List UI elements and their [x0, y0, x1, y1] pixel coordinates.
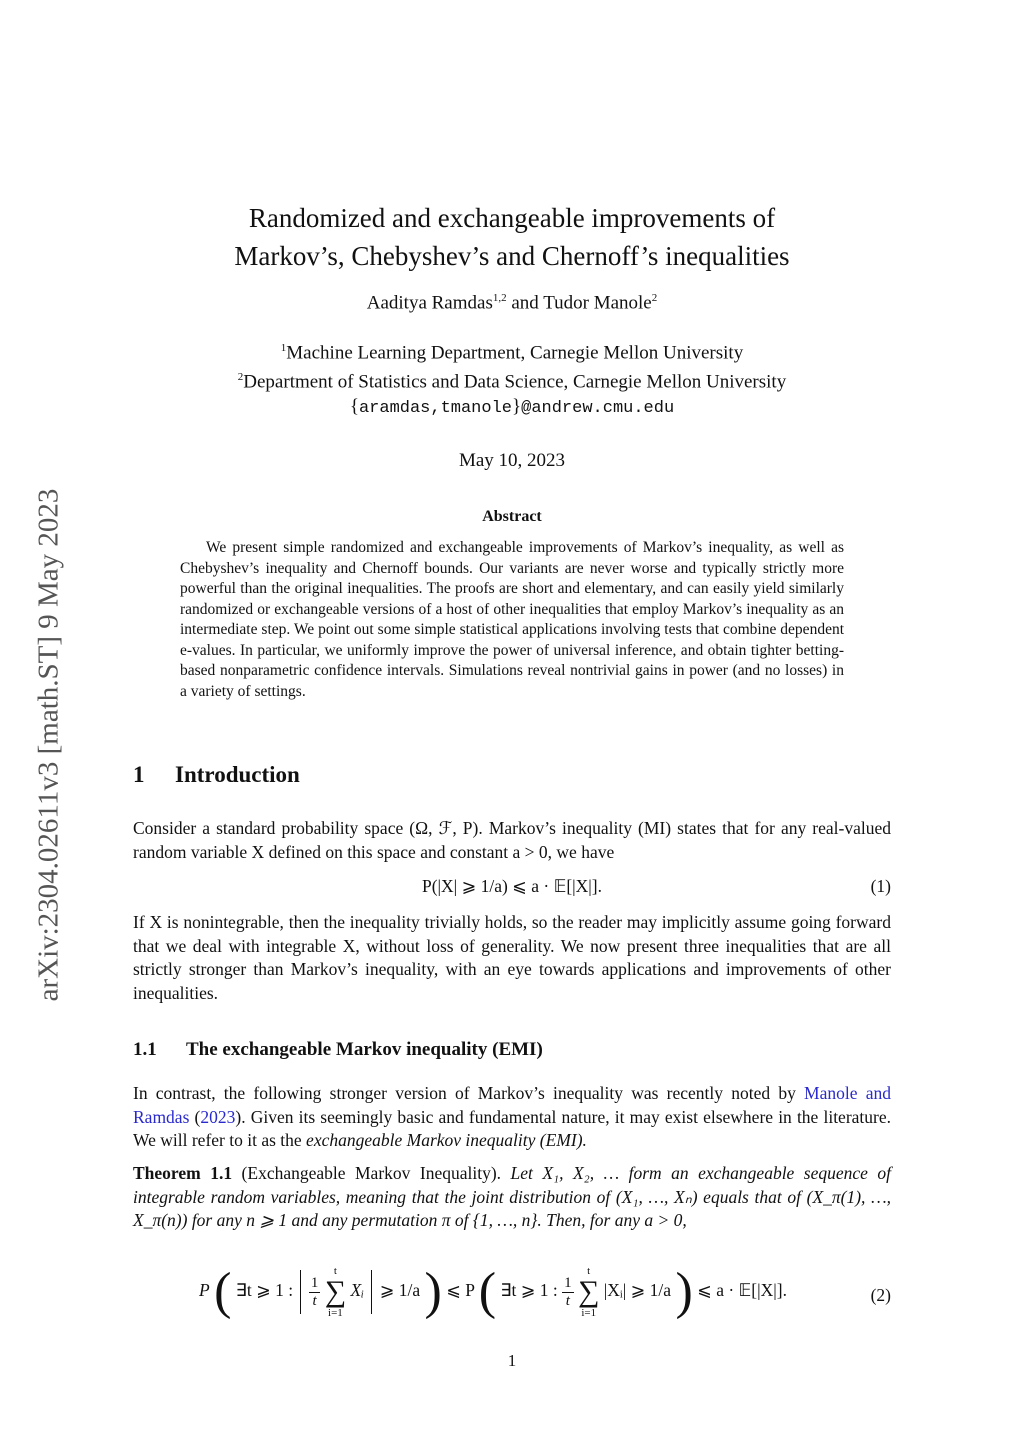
author-1-affil: 1,2: [492, 292, 507, 304]
affiliation-1: $^1$Machine Learning Department, Carnegie Mellon University: [280, 342, 744, 364]
theorem-label: Theorem 1.1: [133, 1163, 233, 1183]
emi-paragraph: In contrast, the following stronger version of Markov’s inequality was recently noted by Manole and Ramdas (2023). Given its seemingly basic and fundamental nature, it may exist elsewhere in the literature. We will refer to it as the exchangeable Markov inequality (EMI).: [133, 1083, 891, 1150]
subsection-1-1-heading: [133, 1039, 543, 1061]
subsection-title: The exchangeable Markov inequality (EMI): [186, 1039, 543, 1060]
paper-title: [0, 199, 1024, 275]
title-line-2: Markov’s, Chebyshev’s and Chernoff’s inequalities: [234, 241, 790, 271]
author-line: [0, 292, 1024, 314]
section-number: 1: [133, 762, 145, 787]
arxiv-sidebar-id: arXiv:2304.02611v3 [math.ST] 9 May 2023: [32, 488, 65, 1002]
equation-1-number: (1): [870, 876, 891, 896]
author-2-affil: 2: [651, 292, 658, 304]
section-title: Introduction: [175, 762, 300, 787]
section-1-heading: [133, 762, 300, 788]
citation-link[interactable]: Manole and Ramdas: [133, 1083, 891, 1127]
author-2: Tudor Manole: [543, 292, 652, 314]
equation-1: [133, 876, 891, 897]
theorem-body: Let X₁, X₂, … form an exchangeable sequence of integrable random variables, meaning that the joint distribution of (X₁, …, Xₙ) equals that of (X_π(1), …, X_π(n)) for any n ⩾ 1 and any permutation π of {1, …, n}. Then, for any a > 0,: [133, 1163, 892, 1230]
author-1: Aaditya Ramdas: [366, 292, 493, 314]
intro-paragraph-1: Consider a standard probability space (Ω, ℱ, P). Markov’s inequality (MI) states that for any real-valued random variable X defined on this space and constant a > 0, we have: [133, 818, 891, 862]
equation-2-number: (2): [870, 1285, 891, 1305]
paper-date: May 10, 2023: [458, 450, 566, 471]
intro-paragraph-2: If X is nonintegrable, then the inequality trivially holds, so the reader may implicitly assume going forward that we deal with integrable X, without loss of generality. We now present three inequalities that are all strictly stronger than Markov’s inequality, with an eye towards applications and improvements of other inequalities.: [133, 912, 891, 1003]
email: {aramdas,tmanole}@andrew.cmu.edu: [349, 395, 675, 418]
theorem-1-1: [133, 1162, 891, 1233]
affiliation-2: $^2$Department of Statistics and Data Science, Carnegie Mellon University: [237, 371, 787, 393]
author-and: and: [506, 292, 544, 314]
affiliations: [0, 336, 1024, 421]
abstract-heading: Abstract: [482, 508, 542, 525]
citation-year-link[interactable]: 2023: [200, 1106, 236, 1127]
equation-1-body: P(|X| ⩾ 1/a) ⩽ a · 𝔼[|X|].: [421, 876, 603, 896]
page-number: 1: [507, 1351, 517, 1370]
abstract-body: We present simple randomized and exchangeable improvements of Markov’s inequality, as well as Chebyshev’s inequality and Chernoff bounds. Our variants are never worse and typically strictly more powerful than the original inequalities. The proofs are short and elementary, and can easily yield similarly randomized or exchangeable versions of a host of other inequalities that employ Markov’s inequality as an intermediate step. We point out some simple statistical applications involving tests that combine dependent e-values. In particular, we uniformly improve the power of universal inference, and obtain tighter betting-based nonparametric confidence intervals. Simulations reveal nontrivial gains in power (and no losses) in a variety of settings.: [180, 539, 844, 700]
subsection-number: 1.1: [133, 1039, 157, 1060]
theorem-name: (Exchangeable Markov Inequality).: [232, 1163, 502, 1183]
title-line-1: Randomized and exchangeable improvements of: [248, 203, 776, 233]
equation-2: P ( ∃t ⩾ 1 : $\frac{1}{t}$ t ∑ i=1 Xᵢ ⩾ 1/a ) ⩽ P ( ∃t ⩾ 1 : $\frac{1}{t}$ t ∑ i=1 |Xᵢ| ⩾ 1/a ) ⩽ a · 𝔼[|X|]. (2): [199, 1263, 891, 1320]
